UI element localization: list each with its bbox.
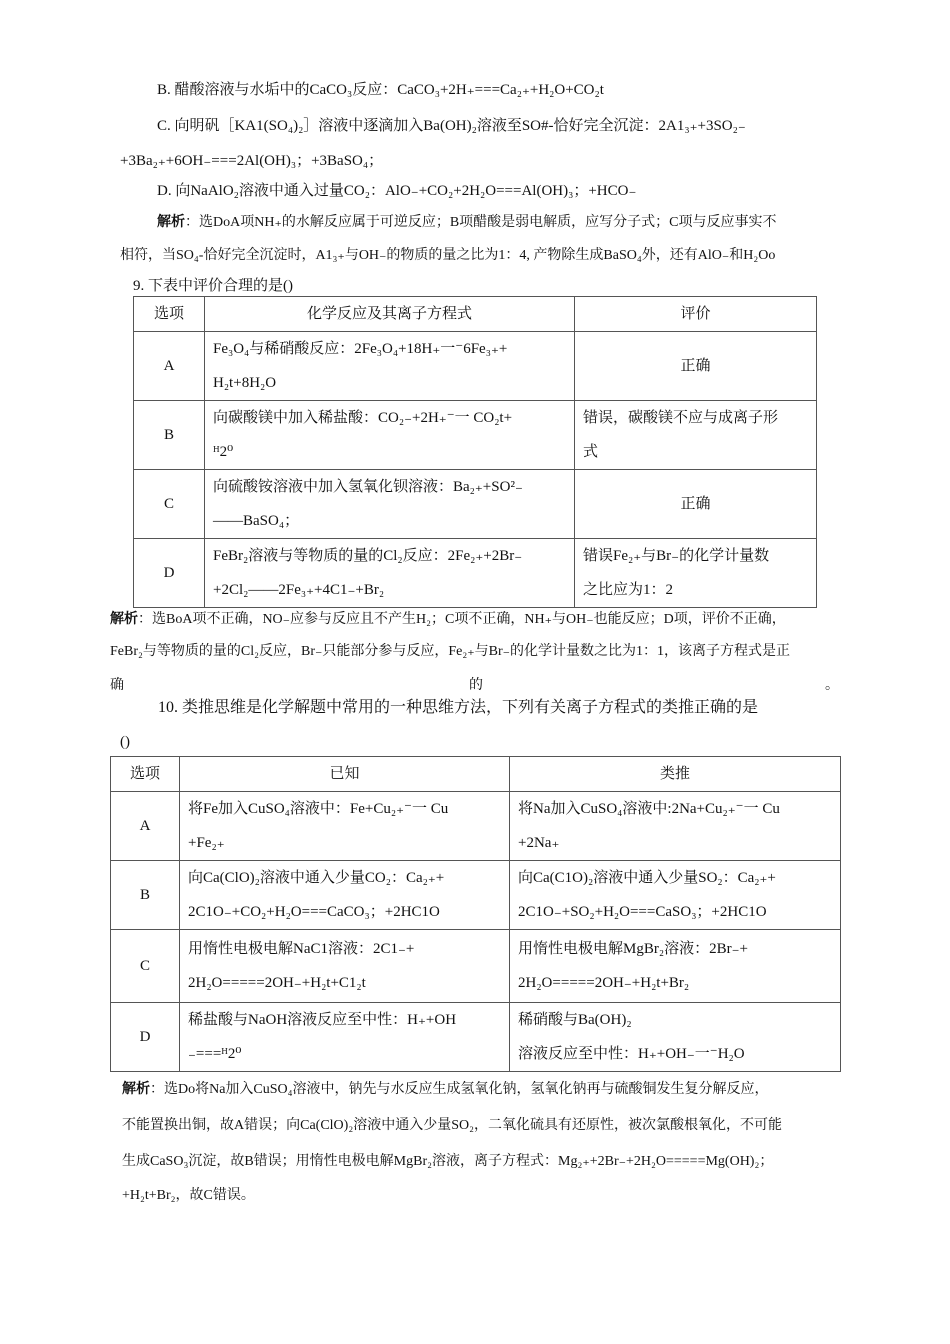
q10-known-line2: 2C1O₋+CO₂+H₂O===CaCO₃；+2HC1O (188, 904, 440, 920)
q9-row-d (134, 539, 817, 608)
q9-row-option: D (134, 539, 205, 608)
q8-option-c-line2: +3Ba₂₊+6OH₋===2Al(OH)₃；+3BaSO₄； (120, 153, 384, 169)
q10-table (110, 756, 841, 1072)
q10-analogy-line2: +2Na₊ (518, 835, 560, 851)
q10-row-known (180, 861, 510, 930)
q10-analogy-line2: 2H₂O=====2OH₋+H₂t+Br₂ (518, 975, 690, 991)
q10-row-known (180, 1003, 510, 1072)
q10-row-option: D (111, 1003, 180, 1072)
q9-evaluation-line2: 式 (583, 444, 599, 460)
q10-header-row (111, 757, 841, 792)
q10-row-known (180, 792, 510, 861)
q10-header-known: 已知 (180, 757, 510, 792)
q10-stem: 10. 类推思维是化学解题中常用的一种思维方法，下列有关离子方程式的类推正确的是 (158, 699, 759, 716)
q8-analysis-text1: ：选DoA项NH₊的水解反应属于可逆反应；B项醋酸是弱电解质，应写分子式；C项与反应事实不 (185, 215, 777, 230)
q10-row-analogy (510, 861, 841, 930)
q9-analysis-text1: ：选BoA项不正确，NO₋应参与反应且不产生H₂；C项不正确，NH₊与OH₋也能反应；D项，评价不正确， (138, 612, 786, 627)
q10-known-line1: 向Ca(ClO)₂溶液中通入少量CO₂：Ca₂₊+ (188, 870, 445, 886)
q9-evaluation-line1: 错误，碳酸镁不应与成离子形 (583, 410, 779, 426)
q10-row-c (111, 930, 841, 1003)
q10-row-option: C (111, 930, 180, 1003)
q10-analysis-line3: 生成CaSO₃沉淀，故B错误；用惰性电极电解MgBr₂溶液，离子方程式：Mg₂₊+2Br₋+2H₂O=====Mg(OH)₂； (122, 1154, 774, 1169)
q9-analysis-line3c: 。 (825, 678, 839, 693)
q9-header-evaluation: 评价 (575, 297, 817, 332)
q10-known-line1: 稀盐酸与NaOH溶液反应至中性：H₊+OH (188, 1012, 457, 1028)
q10-known-line2: +Fe₂₊ (188, 835, 225, 851)
q9-header-option: 选项 (134, 297, 205, 332)
q10-known-line2: 2H₂O=====2OH₋+H₂t+C1₂t (188, 975, 366, 991)
q9-analysis-line2: FeBr₂与等物质的量的Cl₂反应，Br₋只能部分参与反应，Fe₂₊与Br₋的化学计量数之比为1：1，该离子方程式是正 (110, 644, 791, 659)
q9-row-option: B (134, 401, 205, 470)
q10-row-option: A (111, 792, 180, 861)
q10-row-analogy (510, 930, 841, 1003)
q10-known-line1: 用惰性电极电解NaC1溶液：2C1₋+ (188, 941, 415, 957)
q10-header-analogy: 类推 (510, 757, 841, 792)
q9-equation-line2: +2Cl₂——2Fe₃₊+4C1₋+Br₂ (213, 582, 385, 598)
q10-analogy-line1: 稀硝酸与Ba(OH)₂ (518, 1012, 632, 1028)
q10-analogy-line1: 向Ca(C1O)₂溶液中通入少量SO₂：Ca₂₊+ (518, 870, 776, 886)
q10-analogy-line2: 溶液反应至中性：H₊+OH₋一⁻H₂O (518, 1046, 745, 1062)
q10-analysis-text1: ：选Do将Na加入CuSO₄溶液中，钠先与水反应生成氢氧化钠，氢氧化钠再与硫酸铜发生复分解反应， (150, 1082, 769, 1097)
q9-evaluation-line2: 之比应为1：2 (583, 582, 674, 598)
q10-stem-paren: () (120, 734, 130, 750)
q9-equation-line1: FeBr₂溶液与等物质的量的Cl₂反应：2Fe₂₊+2Br₋ (213, 548, 523, 564)
q9-analysis-line1 (110, 610, 786, 630)
q9-equation-line1: 向碳酸镁中加入稀盐酸：CO₂₋+2H₊⁻一 CO₂t+ (213, 410, 513, 426)
q10-row-a (111, 792, 841, 861)
q9-row-evaluation (575, 401, 817, 470)
q9-analysis-line3a: 确 (110, 678, 124, 693)
q9-row-equation (205, 539, 575, 608)
q9-row-evaluation: 正确 (575, 470, 817, 539)
q9-stem: 9. 下表中评价合理的是() (133, 278, 293, 294)
q10-analogy-line1: 用惰性电极电解MgBr₂溶液：2Br₋+ (518, 941, 748, 957)
q10-analogy-line2: 2C1O₋+SO₂+H₂O===CaSO₃；+2HC1O (518, 904, 767, 920)
q10-row-b (111, 861, 841, 930)
q10-row-d (111, 1003, 841, 1072)
q10-row-analogy (510, 792, 841, 861)
q10-header-option: 选项 (111, 757, 180, 792)
q9-row-equation (205, 470, 575, 539)
q9-equation-line1: Fe₃O₄与稀硝酸反应：2Fe₃O₄+18H₊一⁻6Fe₃₊+ (213, 341, 508, 357)
q9-table (133, 296, 817, 608)
q9-row-evaluation: 正确 (575, 332, 817, 401)
q10-analogy-line1: 将Na加入CuSO₄溶液中:2Na+Cu₂₊⁻一 Cu (518, 801, 780, 817)
q9-row-equation (205, 332, 575, 401)
q10-analysis-label: 解析 (122, 1082, 150, 1097)
q8-analysis-line1 (157, 213, 777, 233)
q8-option-c-line1: C. 向明矾［KA1(SO₄)₂］溶液中逐滴加入Ba(OH)₂溶液至SO#-恰好完全沉淀：2A1₃₊+3SO₂₋ (157, 118, 746, 134)
q9-analysis-line3b: 的 (469, 678, 483, 693)
q8-analysis-line2: 相符，当SO₄-恰好完全沉淀时，A1₃₊与OH₋的物质的量之比为1：4, 产物除生成BaSO₄外，还有AlO₋和H₂Oo (120, 248, 776, 263)
q9-header-equation: 化学反应及其离子方程式 (205, 297, 575, 332)
q9-equation-line1: 向硫酸铵溶液中加入氢氧化钡溶液：Ba₂₊+SO²₋ (213, 479, 523, 495)
q10-row-known (180, 930, 510, 1003)
q10-row-option: B (111, 861, 180, 930)
q9-equation-line2: ——BaSO₄； (213, 513, 300, 529)
q9-row-option: C (134, 470, 205, 539)
q9-equation-line2: ᴴ2⁰ (213, 444, 234, 460)
q10-row-analogy (510, 1003, 841, 1072)
q9-row-c (134, 470, 817, 539)
q9-header-row (134, 297, 817, 332)
q9-equation-line2: H₂t+8H₂O (213, 375, 277, 391)
q10-known-line2: ₋===ᴴ2⁰ (188, 1046, 242, 1062)
q10-analysis-line4: +H₂t+Br₂，故C错误。 (122, 1188, 255, 1203)
q9-analysis-label: 解析 (110, 612, 138, 627)
q10-analysis-line1 (122, 1080, 769, 1100)
q8-analysis-label: 解析 (157, 215, 185, 230)
q9-row-equation (205, 401, 575, 470)
q9-row-a (134, 332, 817, 401)
q9-row-b (134, 401, 817, 470)
q10-known-line1: 将Fe加入CuSO₄溶液中：Fe+Cu₂₊⁻一 Cu (188, 801, 449, 817)
q9-row-option: A (134, 332, 205, 401)
q9-evaluation-line1: 错误Fe₂₊与Br₋的化学计量数 (583, 548, 770, 564)
q10-analysis-line2: 不能置换出铜，故A错误；向Ca(ClO)₂溶液中通入少量SO₂，二氧化硫具有还原性，被次氯酸根氧化，不可能 (122, 1118, 782, 1133)
q8-option-d: D. 向NaAlO₂溶液中通入过量CO₂：AlO₋+CO₂+2H₂O===Al(OH)₃；+HCO₋ (157, 183, 637, 199)
q9-row-evaluation (575, 539, 817, 608)
q8-option-b: B. 醋酸溶液与水垢中的CaCO₃反应：CaCO₃+2H₊===Ca₂₊+H₂O+CO₂t (157, 82, 604, 98)
